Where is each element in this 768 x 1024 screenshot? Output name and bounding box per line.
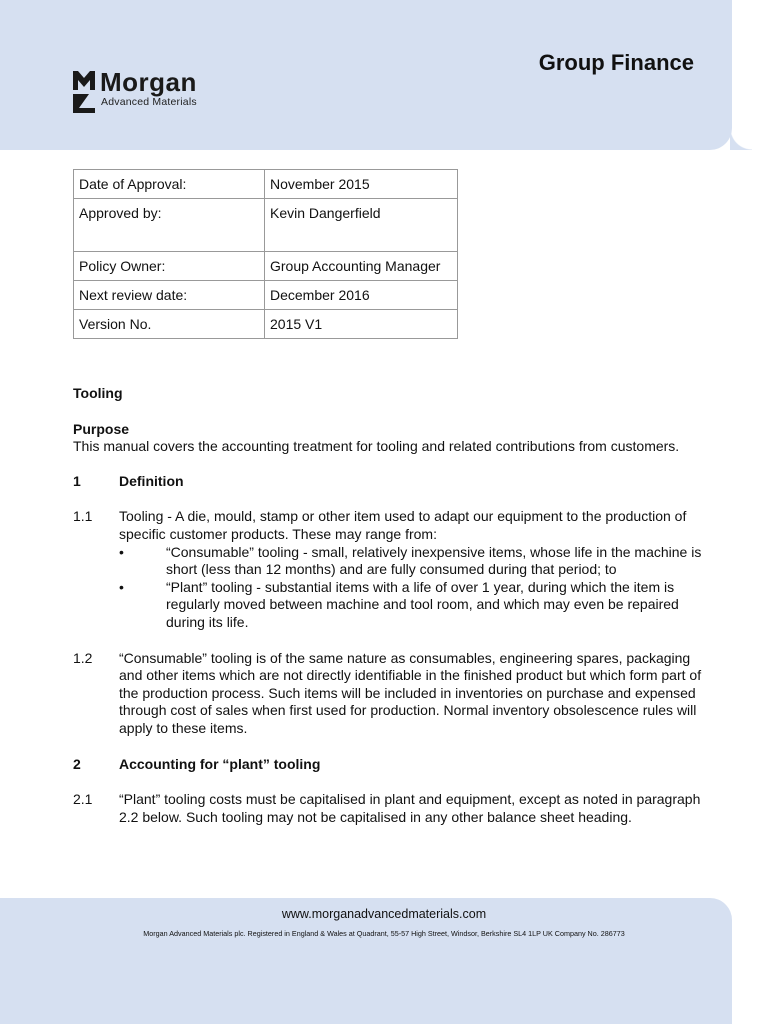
paragraph-text: “Plant” tooling costs must be capitalised in plant and equipment, except as noted in paragraph 2.2 below. Such tooling may not be capitalised in any other balance sheet heading. <box>119 791 701 825</box>
table-value: November 2015 <box>265 170 458 199</box>
table-label: Version No. <box>74 310 265 339</box>
bullet-glyph: • <box>119 543 124 560</box>
header-title: Group Finance <box>538 50 694 75</box>
table-row <box>74 252 458 281</box>
list-item-text: “Plant” tooling - substantial items with a life of over 1 year, during which the item is regularly moved between machine and tool room, and which may even be repaired during its life. <box>166 578 679 630</box>
document-title: Tooling <box>73 385 123 401</box>
paragraph-number: 1.2 <box>73 649 93 666</box>
approval-table <box>73 169 458 339</box>
table-value: December 2016 <box>265 281 458 310</box>
morgan-logo-icon <box>72 70 96 114</box>
purpose-heading: Purpose <box>73 420 130 437</box>
section-heading <box>73 756 703 774</box>
section-heading <box>73 473 703 491</box>
logo-subtitle: Advanced Materials <box>101 96 197 108</box>
paragraph-text: “Consumable” tooling is of the same nature as consumables, engineering spares, packaging and other items which are not directly identifiable in the finished product but which form part of the production process. Such items will be included in inventories on purchase and expensed through cost of sales when first used for production. Normal inventory obsolescence rules will apply to these items. <box>119 649 702 736</box>
list-item <box>119 579 703 632</box>
paragraph <box>73 650 703 738</box>
table-row <box>74 170 458 199</box>
list-item <box>119 544 703 579</box>
table-label: Next review date: <box>74 281 265 310</box>
table-label: Approved by: <box>74 199 265 252</box>
company-logo <box>72 67 242 116</box>
paragraph <box>73 791 703 826</box>
paragraph-text: Tooling - A die, mould, stamp or other item used to adapt our equipment to the production of specific customer products. These may range from: <box>119 508 687 542</box>
section-number: 1 <box>73 472 81 489</box>
table-label: Policy Owner: <box>74 252 265 281</box>
paragraph-number: 1.1 <box>73 508 93 525</box>
table-row <box>74 281 458 310</box>
bullet-glyph: • <box>119 578 124 595</box>
list-item-text: “Consumable” tooling - small, relatively inexpensive items, whose life in the machine is short (less than 12 months) and are fully consumed during that period; to <box>166 543 702 578</box>
paragraph-number: 2.1 <box>73 791 93 808</box>
logo-wordmark: Morgan <box>100 67 197 97</box>
table-label: Date of Approval: <box>74 170 265 199</box>
document-body <box>73 385 703 826</box>
table-value: Group Accounting Manager <box>265 252 458 281</box>
table-value: 2015 V1 <box>265 310 458 339</box>
paragraph <box>73 508 703 631</box>
section-title: Accounting for “plant” tooling <box>119 755 321 772</box>
section-number: 2 <box>73 755 81 772</box>
table-row <box>74 199 458 252</box>
purpose-text: This manual covers the accounting treatment for tooling and related contributions from customers. <box>73 438 680 455</box>
footer-registration: Morgan Advanced Materials plc. Registered in England & Wales at Quadrant, 55-57 High Street, Windsor, Berkshire SL4 1LP UK Company No. 286773 <box>143 929 625 938</box>
table-value: Kevin Dangerfield <box>265 199 458 252</box>
table-row <box>74 310 458 339</box>
footer-website-link[interactable]: www.morganadvancedmaterials.com <box>281 907 487 921</box>
section-title: Definition <box>119 472 184 489</box>
